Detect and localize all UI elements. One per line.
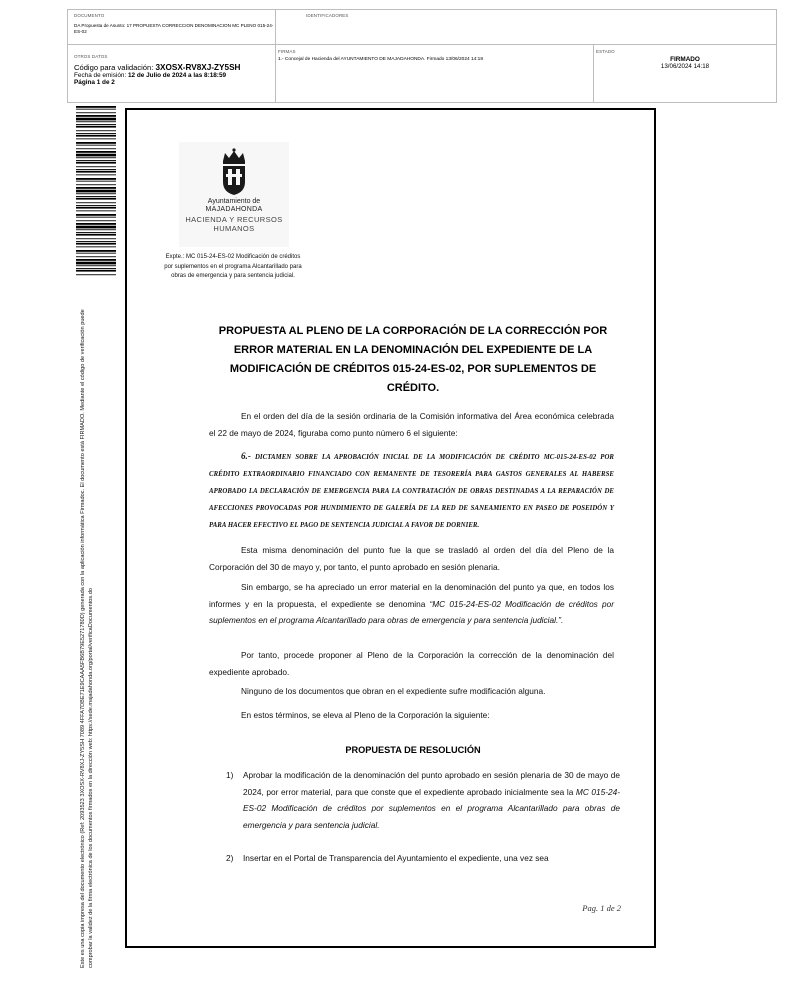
logo-line-4: HUMANOS bbox=[213, 224, 255, 233]
barcode-bar bbox=[76, 184, 116, 185]
barcode-bar bbox=[76, 274, 116, 275]
validation-code-line bbox=[74, 63, 269, 72]
barcode-bar bbox=[76, 171, 116, 173]
issue-date-line bbox=[74, 72, 269, 79]
barcode-bar bbox=[76, 205, 116, 206]
barcode-bar bbox=[76, 166, 116, 167]
barcode-bar bbox=[76, 181, 116, 182]
issue-date: 12 de Julio de 2024 a las 8:18:59 bbox=[128, 72, 227, 79]
barcode-bar bbox=[76, 241, 116, 242]
resolution-item-text: Insertar en el Portal de Transparencia del Ayuntamiento el expediente, una vez sea bbox=[243, 853, 549, 863]
firmas-cell bbox=[276, 45, 594, 102]
page-count: Página 1 de 2 bbox=[74, 79, 115, 86]
municipal-logo bbox=[179, 142, 289, 247]
barcode-bar bbox=[76, 198, 116, 200]
resolution-item-italic: MC 015-24-ES-02 Modificación de créditos por suplementos en el programa Alcantarillado para obras de emergencia y para sentencia judicial. bbox=[243, 786, 621, 830]
documento-cell bbox=[68, 10, 276, 45]
barcode-bar bbox=[76, 268, 116, 269]
barcode-bar bbox=[76, 246, 116, 247]
dictamen-number: 6.- bbox=[241, 451, 251, 461]
paragraph-4 bbox=[209, 579, 614, 629]
paragraph-1: En el orden del día de la sesión ordinaria de la Comisión informativa del Área económica celebrada el 22 de mayo de 2024, figuraba como punto número 6 el siguiente: bbox=[209, 411, 614, 438]
validation-code: 3XOSX-RV8XJ-ZY5SH bbox=[155, 63, 241, 72]
barcode-bar bbox=[76, 124, 116, 125]
paragraph-5: Por tanto, procede proponer al Pleno de la Corporación la corrección de la denominación del expediente aprobado. bbox=[209, 650, 614, 677]
barcode-bar bbox=[76, 243, 116, 245]
otros-datos-label: OTROS DATOS bbox=[74, 54, 108, 59]
barcode-bar bbox=[76, 187, 116, 189]
barcode-bar bbox=[76, 160, 116, 161]
barcode-bar bbox=[76, 259, 116, 261]
paragraph-7: En estos términos, se eleva al Pleno de la Corporación la siguiente: bbox=[241, 710, 490, 720]
paragraph-6: Ninguno de los documentos que obran en el expediente sufre modificación alguna. bbox=[241, 686, 546, 696]
firmas-label: FIRMAS bbox=[278, 49, 296, 54]
estado-cell bbox=[594, 45, 776, 102]
verification-side-text: Este es una copia impresa del documento electrónico (Ref: 2093523 3XOSX-RV8XJ-ZY5SH 7089 4FFA7DBE71E9CAAA5FB6B79E5271780D) generada con la aplicación informática Firmadoc. El documento está FIRMADO. Mediante el código de verificación puede comprobar la validez de la firma electrónica de los documentos firmados en la dirección web: https://sede.majadahonda.org/portal/verificaDocumentos.do bbox=[80, 309, 94, 968]
barcode-bar bbox=[76, 133, 116, 134]
barcode-bar bbox=[76, 207, 116, 209]
barcode-bar bbox=[76, 256, 116, 257]
barcode-bar bbox=[76, 106, 116, 108]
resolution-item bbox=[226, 767, 621, 833]
barcode-bar bbox=[76, 217, 116, 218]
paragraph-4-quote: “MC 015-24-ES-02 Modificación de créditos por suplementos en el programa Alcantarillado para obras de emergencia y para sentencia judicial.”. bbox=[209, 598, 614, 626]
barcode-bar bbox=[76, 145, 116, 146]
otros-datos-cell bbox=[68, 45, 276, 102]
documento-text: DA Propuesta de Asunto: 17 PROPUESTA CORRECCION DENOMINACION MC PLENO 015-24-ES-02 bbox=[74, 23, 274, 34]
barcode-bar bbox=[76, 151, 116, 153]
barcode-bar bbox=[76, 169, 116, 170]
dictamen-text: DICTAMEN SOBRE LA APROBACIÓN INICIAL DE LA MODIFICACIÓN DE CRÉDITO MC-015-24-ES-02 POR CRÉDITO EXTRAORDINARIO FINANCIADO CON REMANENTE DE TESORERÍA PARA GASTOS GENERALES AL HABERSE APROBADO LA DECLARACIÓN DE EMERGENCIA PARA LA CONTRATACIÓN DE OBRAS DESTINADAS A LA REPARACIÓN DE AFECCIONES PROVOCADAS POR HUNDIMIENTO DE GALERÍA DE LA RED DE SANEAMIENTO EN PASEO DE POSEIDÓN Y PARA HACER EFECTIVO EL PAGO DE SENTENCIA JUDICIAL A FAVOR DE DORNIER. bbox=[209, 454, 614, 529]
page-footer: Pag. 1 de 2 bbox=[582, 903, 621, 913]
barcode-bar bbox=[76, 250, 116, 252]
barcode-bar bbox=[76, 154, 116, 157]
document-header bbox=[67, 9, 777, 103]
issue-date-label: Fecha de emisión: bbox=[74, 72, 127, 79]
signature-entry: 1.- Concejal de Hacienda del AYUNTAMIENTO DE MAJADAHONDA. Firmado 13/06/2024 14:18 bbox=[278, 57, 484, 62]
barcode-bar bbox=[76, 190, 116, 193]
logo-line-3: HACIENDA Y RECURSOS bbox=[185, 215, 283, 224]
barcode-bar bbox=[76, 253, 116, 254]
barcode-bar bbox=[76, 265, 116, 266]
document-page bbox=[125, 108, 656, 948]
barcode-bar bbox=[76, 112, 116, 113]
barcode-bar bbox=[76, 121, 116, 122]
barcode-bar bbox=[76, 226, 116, 229]
barcode-bar bbox=[76, 162, 116, 164]
barcode-bar bbox=[76, 210, 116, 211]
paragraph-dictamen bbox=[209, 448, 614, 534]
logo-line-1: Ayuntamiento de bbox=[207, 198, 261, 205]
barcode-bar bbox=[76, 178, 116, 180]
barcode-bar bbox=[76, 193, 116, 194]
barcode-bar bbox=[76, 142, 116, 144]
crown-shield-icon bbox=[217, 148, 251, 196]
barcode-bar bbox=[76, 115, 116, 117]
barcode-bar bbox=[76, 196, 116, 197]
barcode-bar bbox=[76, 148, 116, 149]
documento-label: DOCUMENTO bbox=[74, 13, 105, 18]
identificadores-label: IDENTIFICADORES bbox=[306, 13, 349, 18]
paragraph-4-text: Sin embargo, se ha apreciado un error material en la denominación del punto ya que, en todos los informes y en la propuesta, el expediente se denomina bbox=[209, 582, 614, 609]
identificadores-cell bbox=[276, 10, 776, 45]
status-badge: FIRMADO bbox=[670, 56, 700, 63]
barcode-bar bbox=[76, 126, 116, 128]
validation-code-label: Código para validación: bbox=[74, 63, 154, 72]
barcode-bar bbox=[76, 223, 116, 225]
barcode-bar bbox=[76, 232, 116, 233]
resolution-item bbox=[226, 850, 620, 867]
barcode-bar bbox=[76, 174, 116, 175]
logo-line-2: MAJADAHONDA bbox=[205, 206, 263, 213]
barcode bbox=[76, 106, 116, 276]
barcode-bar bbox=[76, 130, 116, 131]
barcode-bar bbox=[76, 234, 116, 236]
barcode-bar bbox=[76, 214, 116, 216]
barcode-bar bbox=[76, 202, 116, 203]
resolution-item-number: 2) bbox=[226, 853, 234, 863]
estado-label: ESTADO bbox=[596, 49, 615, 54]
barcode-bar bbox=[76, 118, 116, 121]
expediente-reference: Expte.: MC 015-24-ES-02 Modificación de créditos por suplementos en el programa Alcantarillado para obras de emergencia y para sentencia judicial. bbox=[164, 254, 302, 279]
barcode-bar bbox=[76, 229, 116, 230]
paragraph-3: Esta misma denominación del punto fue la que se trasladó al orden del día del Pleno de la Corporación del 30 de mayo y, por tanto, el punto aprobado en sesión plenaria. bbox=[209, 545, 614, 572]
status-date: 13/06/2024 14:18 bbox=[660, 63, 710, 70]
document-title: PROPUESTA AL PLENO DE LA CORPORACIÓN DE LA CORRECCIÓN POR ERROR MATERIAL EN LA DENOMINACIÓN DEL EXPEDIENTE DE LA MODIFICACIÓN DE CRÉDITOS 015-24-ES-02, POR SUPLEMENTOS DE CRÉDITO. bbox=[218, 325, 608, 394]
resolution-item-number: 1) bbox=[226, 770, 234, 780]
resolution-title: PROPUESTA DE RESOLUCIÓN bbox=[345, 745, 481, 755]
barcode-bar bbox=[76, 262, 116, 265]
resolution-item-text: Aprobar la modificación de la denominación del punto aprobado en sesión plenaria de 30 de mayo de 2024, por error material, para que conste que el expediente aprobado inicialmente sea la bbox=[243, 770, 620, 797]
barcode-bar bbox=[76, 135, 116, 137]
barcode-bar bbox=[76, 157, 116, 158]
barcode-bar bbox=[76, 138, 116, 139]
barcode-bar bbox=[76, 270, 116, 272]
barcode-bar bbox=[76, 109, 116, 110]
barcode-bar bbox=[76, 238, 116, 239]
barcode-bar bbox=[76, 220, 116, 221]
